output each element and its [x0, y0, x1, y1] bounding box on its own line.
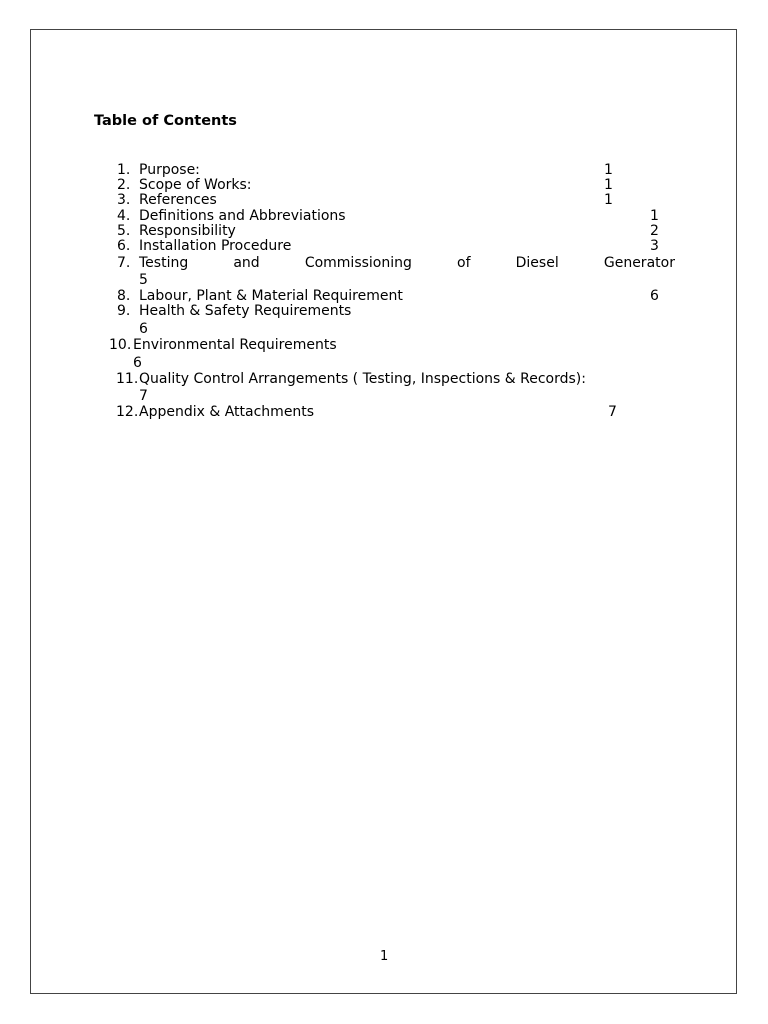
toc-item-7-page: 5 — [139, 272, 148, 288]
toc-item-3-page: 1 — [604, 192, 613, 208]
toc-item-7-word: Testing — [139, 255, 189, 271]
toc-item-1-page: 1 — [604, 162, 613, 178]
document-page — [30, 29, 737, 994]
toc-item-9-number: 9. — [117, 303, 131, 319]
toc-item-7-word: Diesel — [515, 255, 559, 271]
toc-item-7-word: Generator — [603, 255, 675, 271]
toc-item-11-label: Quality Control Arrangements ( Testing, Inspections & Records): — [139, 371, 586, 387]
toc-item-1-label: Purpose: — [139, 162, 200, 178]
toc-item-12-page: 7 — [608, 404, 617, 420]
toc-item-7-label — [139, 255, 675, 271]
toc-item-7-word: Commissioning — [304, 255, 412, 271]
toc-item-2-label: Scope of Works: — [139, 177, 252, 193]
toc-item-3-label: References — [139, 192, 217, 208]
toc-item-6-label: Installation Procedure — [139, 238, 292, 254]
toc-item-10-page: 6 — [133, 355, 142, 371]
toc-item-7-number: 7. — [117, 255, 131, 271]
toc-item-11-page: 7 — [139, 388, 148, 404]
toc-item-5-label: Responsibility — [139, 223, 236, 239]
toc-item-9-page: 6 — [139, 321, 148, 337]
toc-item-6-page: 3 — [650, 238, 659, 254]
toc-title: Table of Contents — [94, 113, 237, 129]
toc-item-2-number: 2. — [117, 177, 131, 193]
toc-item-8-number: 8. — [117, 288, 131, 304]
toc-item-4-page: 1 — [650, 208, 659, 224]
toc-item-6-number: 6. — [117, 238, 131, 254]
toc-item-1-number: 1. — [117, 162, 131, 178]
toc-item-5-page: 2 — [650, 223, 659, 239]
toc-item-11-number: 11. — [116, 371, 139, 387]
page-number: 1 — [380, 949, 389, 964]
toc-item-5-number: 5. — [117, 223, 131, 239]
toc-item-10-label: Environmental Requirements — [133, 337, 337, 353]
toc-item-10-number: 10. — [109, 337, 132, 353]
toc-item-7-word: of — [457, 255, 471, 271]
toc-item-12-label: Appendix & Attachments — [139, 404, 315, 420]
toc-item-4-number: 4. — [117, 208, 131, 224]
toc-item-9-label: Health & Safety Requirements — [139, 303, 352, 319]
toc-item-3-number: 3. — [117, 192, 131, 208]
toc-item-8-label: Labour, Plant & Material Requirement — [139, 288, 403, 304]
toc-item-4-label: Definitions and Abbreviations — [139, 208, 346, 224]
toc-item-7-word: and — [233, 255, 260, 271]
toc-item-12-number: 12. — [116, 404, 139, 420]
toc-item-2-page: 1 — [604, 177, 613, 193]
toc-item-8-page: 6 — [650, 288, 659, 304]
